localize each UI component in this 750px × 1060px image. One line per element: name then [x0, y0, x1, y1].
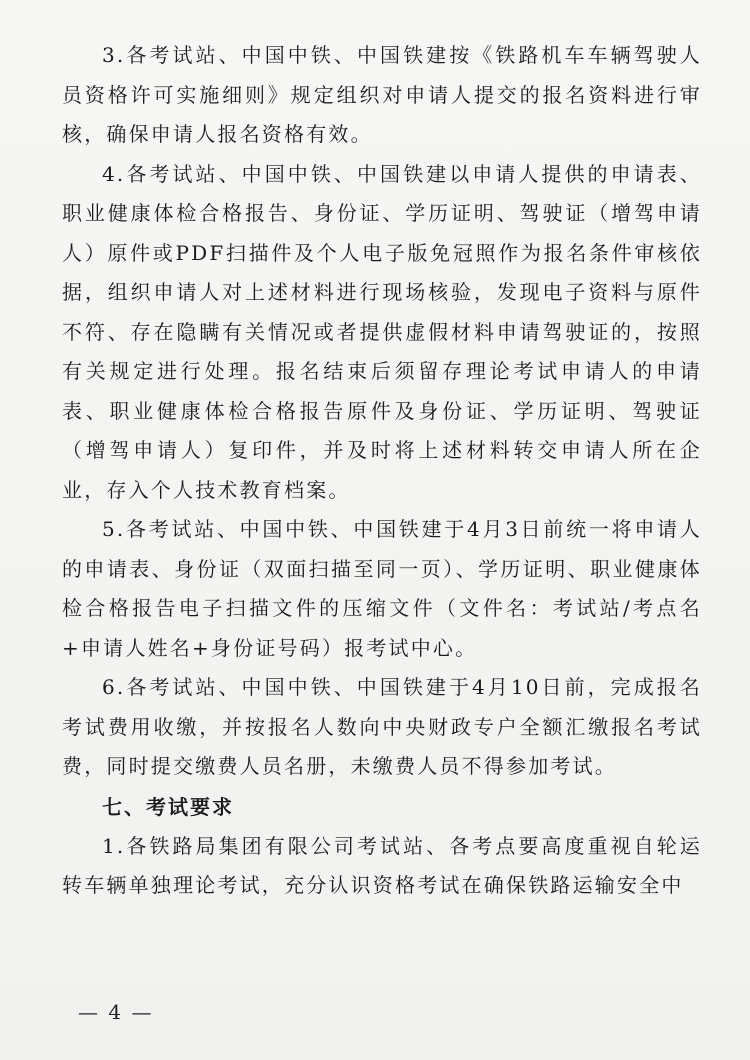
section-heading: 七、考试要求	[102, 794, 234, 819]
requirements-paragraph-1: 1.各铁路局集团有限公司考试站、各考点要高度重视自轮运转车辆单独理论考试，充分认识资格考试在确保铁路运输安全中	[62, 833, 702, 897]
paragraph-item-3: 3.各考试站、中国中铁、中国铁建按《铁路机车车辆驾驶人员资格许可实施细则》规定组织对申请人提交的报名资料进行审核，确保申请人报名资格有效。	[62, 43, 702, 146]
paragraph-item-4: 4.各考试站、中国中铁、中国铁建以申请人提供的申请表、职业健康体检合格报告、身份证、学历证明、驾驶证（增驾申请人）原件或PDF扫描件及个人电子版免冠照作为报名条件审核依据，组织申请人对上述材料进行现场核验，发现电子资料与原件不符、存在隐瞒有关情况或者提供虚假材料申请驾驶证的，按照有关规定进行处理。报名结束后须留存理论考试申请人的申请表、职业健康体检合格报告原件及身份证、学历证明、驾驶证（增驾申请人）复印件，并及时将上述材料转交申请人所在企业，存入个人技术教育档案。	[62, 161, 702, 502]
paragraph-item-6: 6.各考试站、中国中铁、中国铁建于4月10日前，完成报名考试费用收缴，并按报名人数向中央财政专户全额汇缴报名考试费，同时提交缴费人员名册，未缴费人员不得参加考试。	[62, 675, 702, 778]
document-body	[62, 36, 702, 906]
paragraph-item-5: 5.各考试站、中国中铁、中国铁建于4月3日前统一将申请人的申请表、身份证（双面扫描至同一页）、学历证明、职业健康体检合格报告电子扫描文件的压缩文件（文件名：考试站/考点名+申请人姓名+身份证号码）报考试中心。	[62, 517, 702, 660]
page-number: — 4 —	[78, 1000, 154, 1024]
